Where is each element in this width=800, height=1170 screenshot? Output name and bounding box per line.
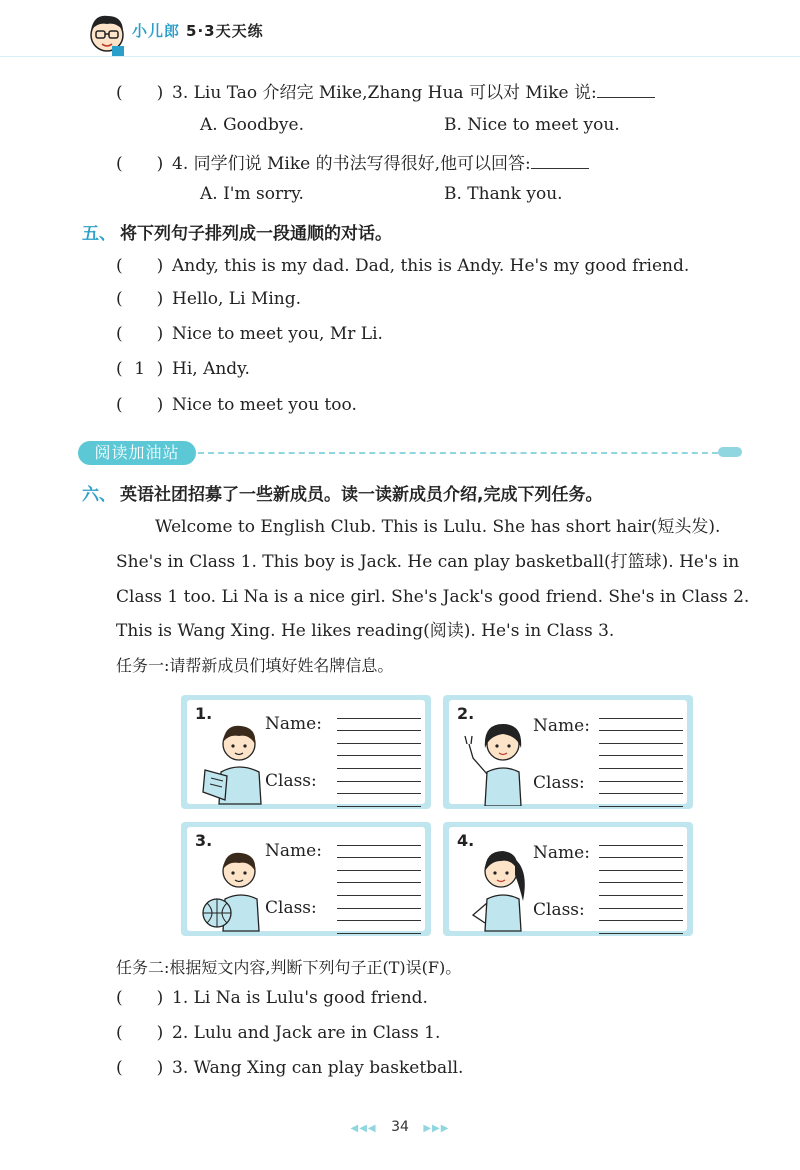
- dialogue-text: Andy, this is my dad. Dad, this is Andy. He's my good friend.: [172, 256, 690, 276]
- q4-option-a: A. I'm sorry.: [200, 184, 304, 204]
- dialogue-text: Hi, Andy.: [172, 359, 250, 379]
- paren-close: ): [156, 289, 164, 309]
- card-number: 1.: [195, 704, 213, 723]
- paren-close: ): [156, 324, 164, 344]
- write-lines[interactable]: [599, 706, 683, 807]
- brand-name: 小儿郎: [132, 22, 181, 40]
- dialogue-text: Hello, Li Ming.: [172, 289, 302, 309]
- question-text: 4. 同学们说 Mike 的书法写得很好,他可以回答:: [172, 154, 531, 174]
- brand-title: [132, 20, 264, 41]
- paren-close: ): [156, 988, 164, 1008]
- class-label: Class:: [265, 771, 317, 791]
- passage-line: This is Wang Xing. He likes reading(阅读). He's in Class 3.: [116, 621, 615, 641]
- section-heading: 英语社团招募了一些新成员。读一读新成员介绍,完成下列任务。: [120, 485, 603, 505]
- write-lines[interactable]: [337, 833, 421, 934]
- header-divider: [0, 56, 800, 57]
- class-label: Class:: [533, 773, 585, 793]
- paren-open: (: [116, 289, 123, 309]
- paren-close: ): [156, 83, 164, 103]
- passage-line: She's in Class 1. This boy is Jack. He can play basketball(打篮球). He's in: [116, 552, 740, 572]
- paren-open: (: [116, 988, 123, 1008]
- paren-open: (: [116, 324, 123, 344]
- answer-blank[interactable]: [597, 83, 655, 98]
- girl-ponytail-icon: [463, 841, 533, 933]
- name-card-3: [181, 822, 431, 936]
- task-1-instruction: 任务一:请帮新成员们填好姓名牌信息。: [116, 656, 394, 675]
- dialogue-text: Nice to meet you, Mr Li.: [172, 324, 383, 344]
- q3-option-b: B. Nice to meet you.: [444, 115, 620, 135]
- q3-option-a: A. Goodbye.: [200, 115, 304, 135]
- dialogue-line: [116, 395, 357, 415]
- name-card-2: [443, 695, 693, 809]
- section-heading: 将下列句子排列成一段通顺的对话。: [120, 224, 392, 244]
- paren-close: ): [156, 154, 164, 174]
- task-2-instruction: 任务二:根据短文内容,判断下列句子正(T)误(F)。: [116, 958, 462, 977]
- dialogue-line: [116, 256, 689, 276]
- answer-blank[interactable]: [531, 154, 589, 169]
- dialogue-line: [116, 324, 383, 344]
- name-label: Name:: [265, 714, 322, 734]
- tf-question: [116, 1058, 463, 1078]
- paren-close: ): [156, 395, 164, 415]
- class-label: Class:: [533, 900, 585, 920]
- section-6-title: [82, 480, 602, 505]
- write-lines[interactable]: [337, 706, 421, 807]
- page-footer: [340, 1119, 460, 1135]
- right-arrows-icon: ▶▶▶: [423, 1123, 450, 1134]
- section-number: 五、: [82, 224, 116, 244]
- page-number: 34: [391, 1119, 409, 1135]
- boy-basketball-icon: [201, 841, 271, 933]
- card-number: 4.: [457, 831, 475, 850]
- class-label: Class:: [265, 898, 317, 918]
- tf-text: 2. Lulu and Jack are in Class 1.: [172, 1023, 441, 1043]
- write-lines[interactable]: [599, 833, 683, 934]
- brand-series: 5·3天天练: [186, 22, 264, 40]
- paren-open: (: [116, 256, 123, 276]
- section-5-title: [82, 219, 392, 244]
- mascot-logo-icon: [82, 8, 132, 58]
- paren-open: (: [116, 1023, 123, 1043]
- reading-banner: 阅读加油站: [78, 441, 196, 465]
- tf-question: [116, 988, 428, 1008]
- q4-option-b: B. Thank you.: [444, 184, 563, 204]
- banner-end-cap: [718, 447, 742, 457]
- dialogue-line: [116, 289, 301, 309]
- paren-open: (: [116, 359, 123, 379]
- card-number: 3.: [195, 831, 213, 850]
- paren-open: (: [116, 83, 123, 103]
- name-label: Name:: [265, 841, 322, 861]
- passage-line: Class 1 too. Li Na is a nice girl. She's Jack's good friend. She's in Class 2.: [116, 587, 750, 607]
- question-4: [116, 149, 589, 174]
- name-card-4: [443, 822, 693, 936]
- card-number: 2.: [457, 704, 475, 723]
- paren-open: (: [116, 154, 123, 174]
- paren-open: (: [116, 395, 123, 415]
- tf-text: 3. Wang Xing can play basketball.: [172, 1058, 464, 1078]
- dialogue-line: [116, 359, 250, 379]
- order-answer[interactable]: 1: [134, 359, 146, 379]
- question-text: 3. Liu Tao 介绍完 Mike,Zhang Hua 可以对 Mike 说:: [172, 83, 597, 103]
- girl-waving-icon: [463, 714, 533, 806]
- banner-dashed-line: [198, 452, 718, 454]
- paren-close: ): [156, 359, 164, 379]
- name-label: Name:: [533, 843, 590, 863]
- tf-question: [116, 1023, 440, 1043]
- paren-open: (: [116, 1058, 123, 1078]
- paren-close: ): [156, 256, 164, 276]
- dialogue-text: Nice to meet you too.: [172, 395, 357, 415]
- name-label: Name:: [533, 716, 590, 736]
- left-arrows-icon: ◀◀◀: [350, 1123, 377, 1134]
- boy-reading-icon: [201, 714, 271, 806]
- paren-close: ): [156, 1058, 164, 1078]
- tf-text: 1. Li Na is Lulu's good friend.: [172, 988, 428, 1008]
- section-number: 六、: [82, 485, 116, 505]
- name-card-1: [181, 695, 431, 809]
- passage-line: Welcome to English Club. This is Lulu. She has short hair(短头发).: [155, 517, 721, 537]
- paren-close: ): [156, 1023, 164, 1043]
- question-3: [116, 78, 655, 103]
